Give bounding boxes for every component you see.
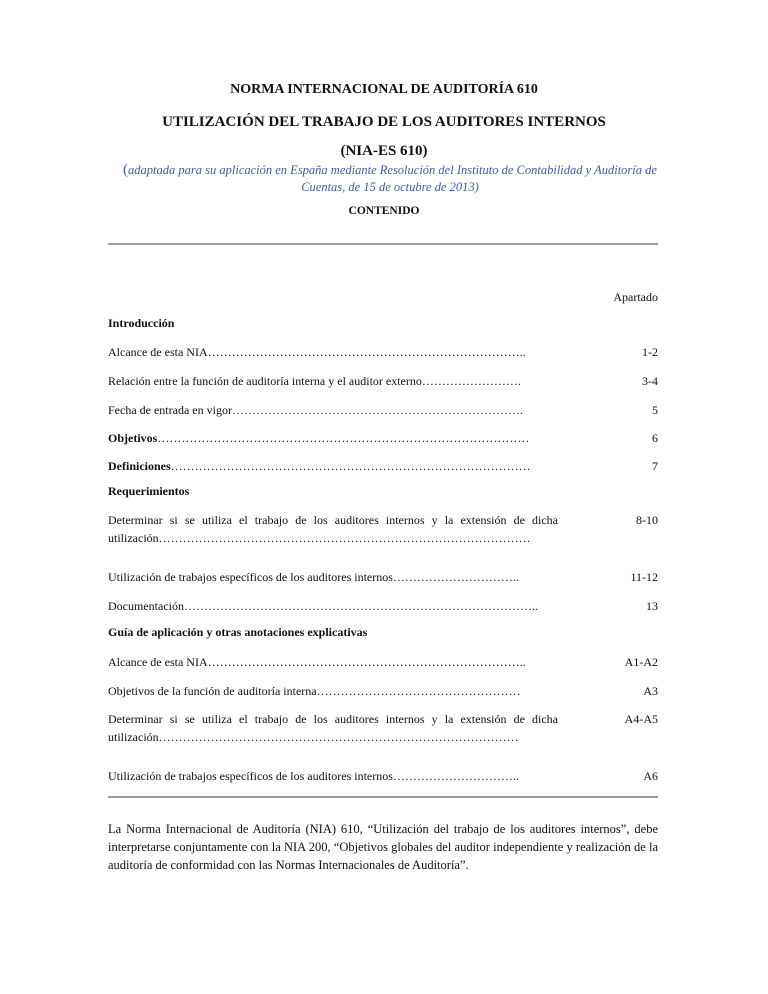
document-code: (NIA-ES 610) xyxy=(340,143,428,159)
divider xyxy=(108,796,658,798)
document-subtitle: UTILIZACIÓN DEL TRABAJO DE LOS AUDITORES INTERNOS xyxy=(162,114,606,130)
toc-section-heading: Introducción xyxy=(108,316,175,330)
document-title: NORMA INTERNACIONAL DE AUDITORÍA 610 xyxy=(230,82,538,97)
toc-section-heading: Requerimientos xyxy=(108,484,190,498)
adaptation-note: (adaptada para su aplicación en España mediante Resolución del Instituto de Contabilidad y Auditoría de Cuentas, de 15 de octubre de 2013) xyxy=(123,162,657,194)
contents-heading: CONTENIDO xyxy=(348,205,420,217)
toc-section-heading: Guía de aplicación y otras anotaciones explicativas xyxy=(108,625,368,639)
divider xyxy=(108,243,658,245)
footer-paragraph: La Norma Internacional de Auditoría (NIA) 610, “Utilización del trabajo de los auditores internos”, debe interpretarse conjuntamente con la NIA 200, “Objetivos globales del auditor independiente y realización de la auditoría de conformidad con las Normas Internacionales de Auditoría”. xyxy=(108,822,658,872)
